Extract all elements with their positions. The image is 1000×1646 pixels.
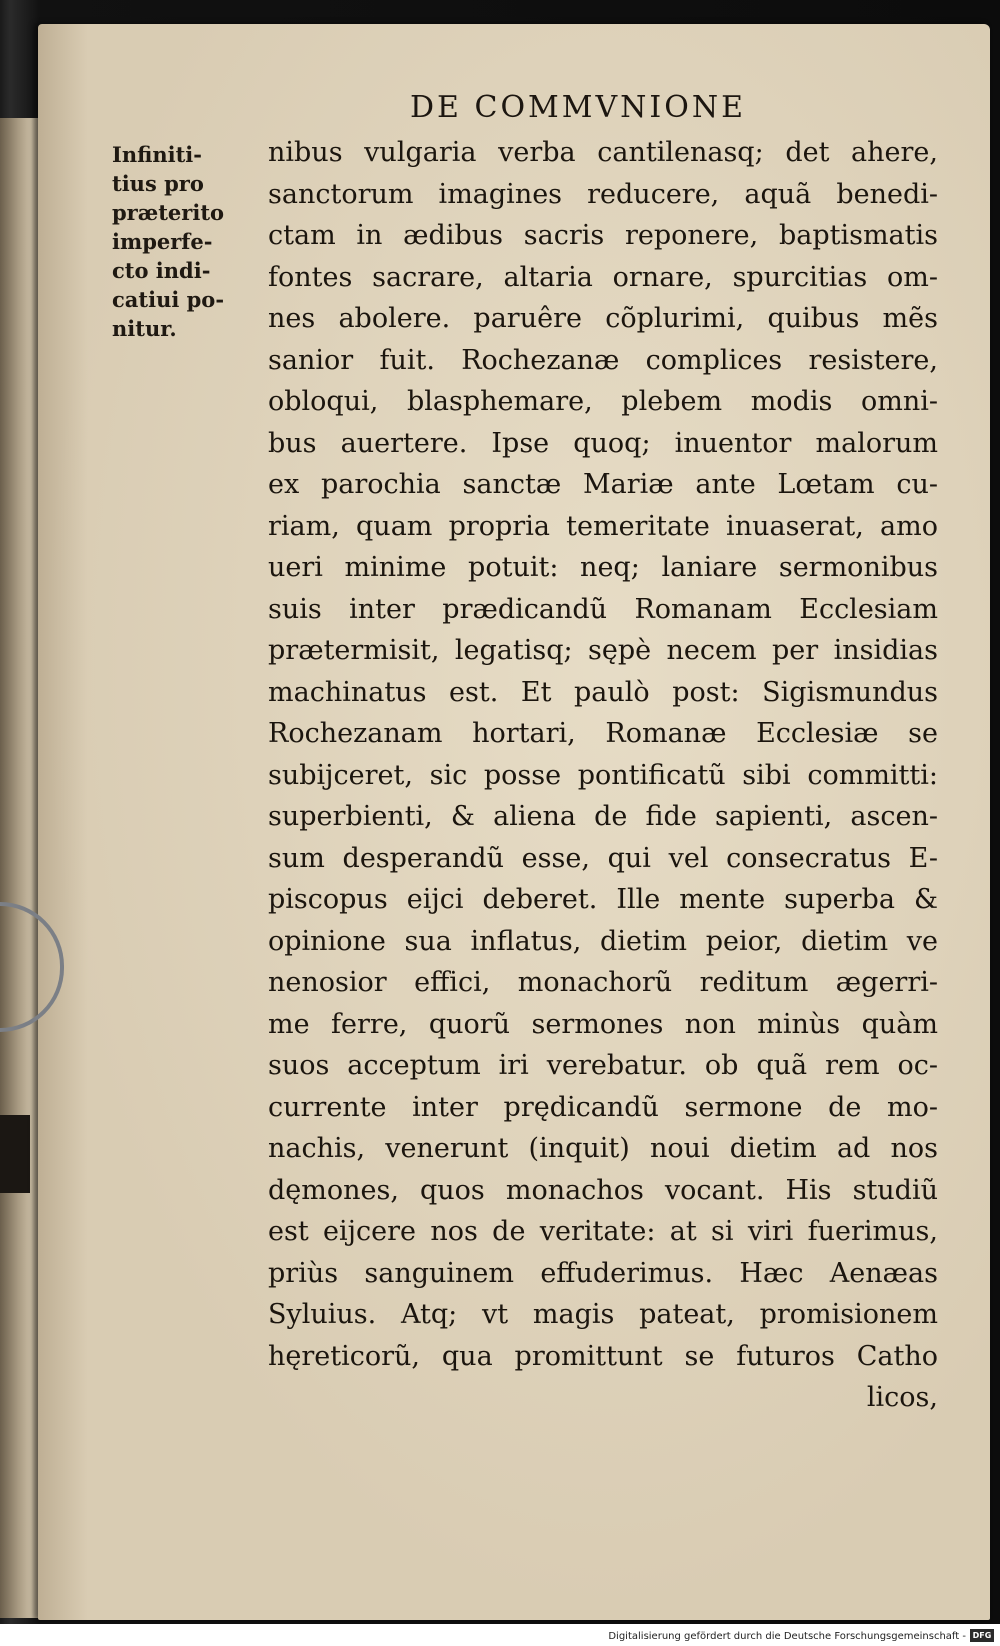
text-line: currente inter prędicandũ sermone de mo- xyxy=(268,1091,938,1123)
text-line: suos acceptum iri verebatur. ob quã rem oc- xyxy=(268,1050,938,1081)
marginal-note-line: cto indi- xyxy=(112,258,211,283)
text-line: me ferre, quorũ sermones non minùs quàm xyxy=(268,1008,938,1040)
footer-credit: Digitalisierung gefördert durch die Deutsche Forschungsgemeinschaft - xyxy=(608,1631,966,1642)
marginal-note-line: catiui po- xyxy=(112,287,225,312)
dfg-logo-icon: DFG xyxy=(970,1629,994,1642)
marginal-note-line: præterito xyxy=(112,200,225,225)
text-line: ex parochia sanctæ Mariæ ante Lœtam cu- xyxy=(268,469,938,500)
text-line: machinatus est. Et paulò post: Sigismundus xyxy=(268,676,938,708)
text-line: bus auertere. Ipse quoq; inuentor malorum xyxy=(268,427,938,459)
text-line: nenosior effici, monachorũ reditum ægerri- xyxy=(268,967,938,998)
text-line: subijceret, sic posse pontificatũ sibi committi: xyxy=(268,759,938,791)
text-line: sanior fuit. Rochezanæ complices resistere, xyxy=(268,344,938,376)
text-line: sum desperandũ esse, qui vel consecratus E- xyxy=(268,842,938,874)
text-line: superbienti, & aliena de fide sapienti, ascen- xyxy=(268,801,938,832)
marginal-note-line: tius pro xyxy=(112,171,204,196)
text-line: est eijcere nos de veritate: at si viri fuerimus, xyxy=(268,1216,938,1247)
text-line: piscopus eijci deberet. Ille mente superba & xyxy=(268,884,938,915)
text-line: opinione sua inflatus, dietim peior, dietim ve xyxy=(268,925,938,957)
text-line: nes abolere. paruêre cõplurimi, quibus mẽs xyxy=(268,303,938,334)
text-line: Rochezanam hortari, Romanæ Ecclesiæ se xyxy=(268,718,938,749)
marginal-note xyxy=(112,140,262,343)
text-line: dęmones, quos monachos vocant. His studiũ xyxy=(268,1174,938,1206)
text-line: priùs sanguinem effuderimus. Hæc Aenæas xyxy=(268,1257,938,1289)
text-line: obloqui, blasphemare, plebem modis omni- xyxy=(268,386,938,417)
text-line: ueri minime potuit: neq; laniare sermonibus xyxy=(268,552,938,583)
marginal-note-line: Infiniti- xyxy=(112,142,202,167)
text-line: prætermisit, legatisq; sępè necem per insidias xyxy=(268,635,938,666)
text-line: riam, quam propria temeritate inuaserat, amo xyxy=(268,510,938,542)
text-line: sanctorum imagines reducere, aquã benedi- xyxy=(268,178,938,210)
text-line: suis inter prædicandũ Romanam Ecclesiam xyxy=(268,593,938,625)
text-line: licos, xyxy=(866,1382,938,1413)
text-line: fontes sacrare, altaria ornare, spurcitias om- xyxy=(268,261,938,293)
text-line: hęreticorũ, qua promittunt se futuros Catho xyxy=(268,1340,938,1372)
text-line: nachis, venerunt (inquit) noui dietim ad nos xyxy=(268,1133,938,1164)
book-edge-shadow xyxy=(0,1115,30,1193)
marginal-note-line: nitur. xyxy=(112,316,177,341)
text-line: ctam in ædibus sacris reponere, baptismatis xyxy=(268,220,938,251)
marginal-note-line: imperfe- xyxy=(112,229,213,254)
footer-bar xyxy=(0,1624,1000,1646)
text-line: nibus vulgaria verba cantilenasq; det ahere, xyxy=(268,137,938,168)
text-line: Syluius. Atq; vt magis pateat, promisionem xyxy=(268,1299,938,1330)
body-text xyxy=(268,132,938,1419)
running-head: DE COMMVNIONE xyxy=(410,90,746,125)
